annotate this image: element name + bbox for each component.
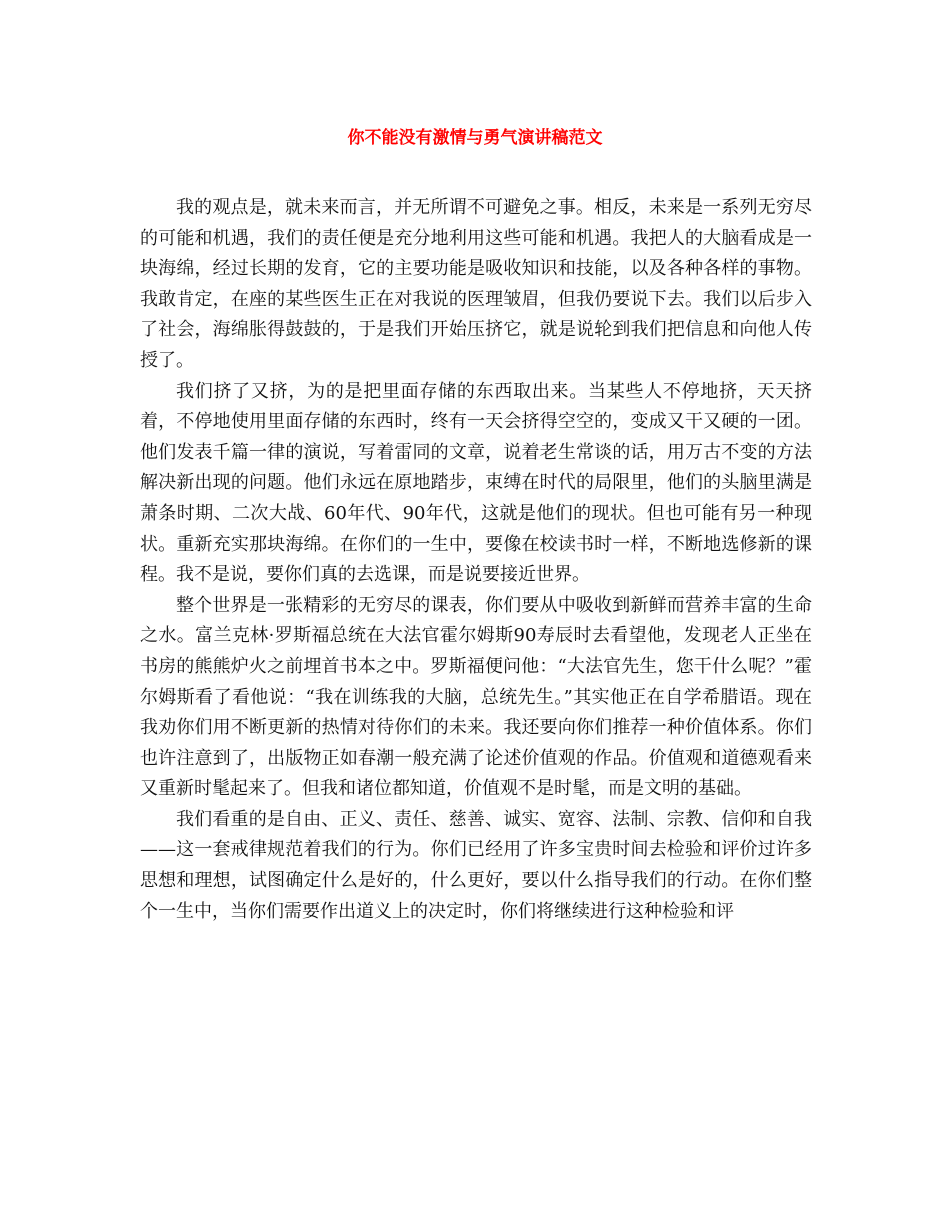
document-title: 你不能没有激情与勇气演讲稿范文	[347, 128, 603, 148]
paragraph-4: 我们看重的是自由、正义、责任、慈善、诚实、宽容、法制、宗教、信仰和自我——这一套戒律规范着我们的行为。你们已经用了许多宝贵时间去检验和评价过许多思想和理想，试图确定什么是好的，什么更好，要以什么指导我们的行动。在你们整个一生中，当你们需要作出道义上的决定时，你们将继续进行这种检验和评	[140, 808, 812, 922]
paragraph-2: 我们挤了又挤，为的是把里面存储的东西取出来。当某些人不停地挤，天天挤着，不停地使用里面存储的东西时，终有一天会挤得空空的，变成又干又硬的一团。他们发表千篇一律的演说，写着雷同的文章，说着老生常谈的话，用万古不变的方法解决新出现的问题。他们永远在原地踏步，束缚在时代的局限里，他们的头脑里满是萧条时期、二次大战、60年代、90年代，这就是他们的现状。但也可能有另一种现状。重新充实那块海绵。在你们的一生中，要像在校读书时一样，不断地选修新的课程。我不是说，要你们真的去选课，而是说要接近世界。	[140, 380, 812, 586]
document-body	[140, 193, 812, 927]
paragraph-1: 我的观点是，就未来而言，并无所谓不可避免之事。相反，未来是一系列无穷尽的可能和机遇，我们的责任便是充分地利用这些可能和机遇。我把人的大脑看成是一块海绵，经过长期的发育，它的主要功能是吸收知识和技能，以及各种各样的事物。我敢肯定，在座的某些医生正在对我说的医理皱眉，但我仍要说下去。我们以后步入了社会，海绵胀得鼓鼓的，于是我们开始压挤它，就是说轮到我们把信息和向他人传授了。	[140, 197, 812, 371]
paragraph-3: 整个世界是一张精彩的无穷尽的课表，你们要从中吸收到新鲜而营养丰富的生命之水。富兰克林·罗斯福总统在大法官霍尔姆斯90寿辰时去看望他，发现老人正坐在书房的熊熊炉火之前埋首书本之中。罗斯福便问他：“大法官先生，您干什么呢？”霍尔姆斯看了看他说：“我在训练我的大脑，总统先生。”其实他正在自学希腊语。现在我劝你们用不断更新的热情对待你们的未来。我还要向你们推荐一种价值体系。你们也许注意到了，出版物正如春潮一般充满了论述价值观的作品。价值观和道德观看来又重新时髦起来了。但我和诸位都知道，价值观不是时髦，而是文明的基础。	[140, 594, 812, 800]
